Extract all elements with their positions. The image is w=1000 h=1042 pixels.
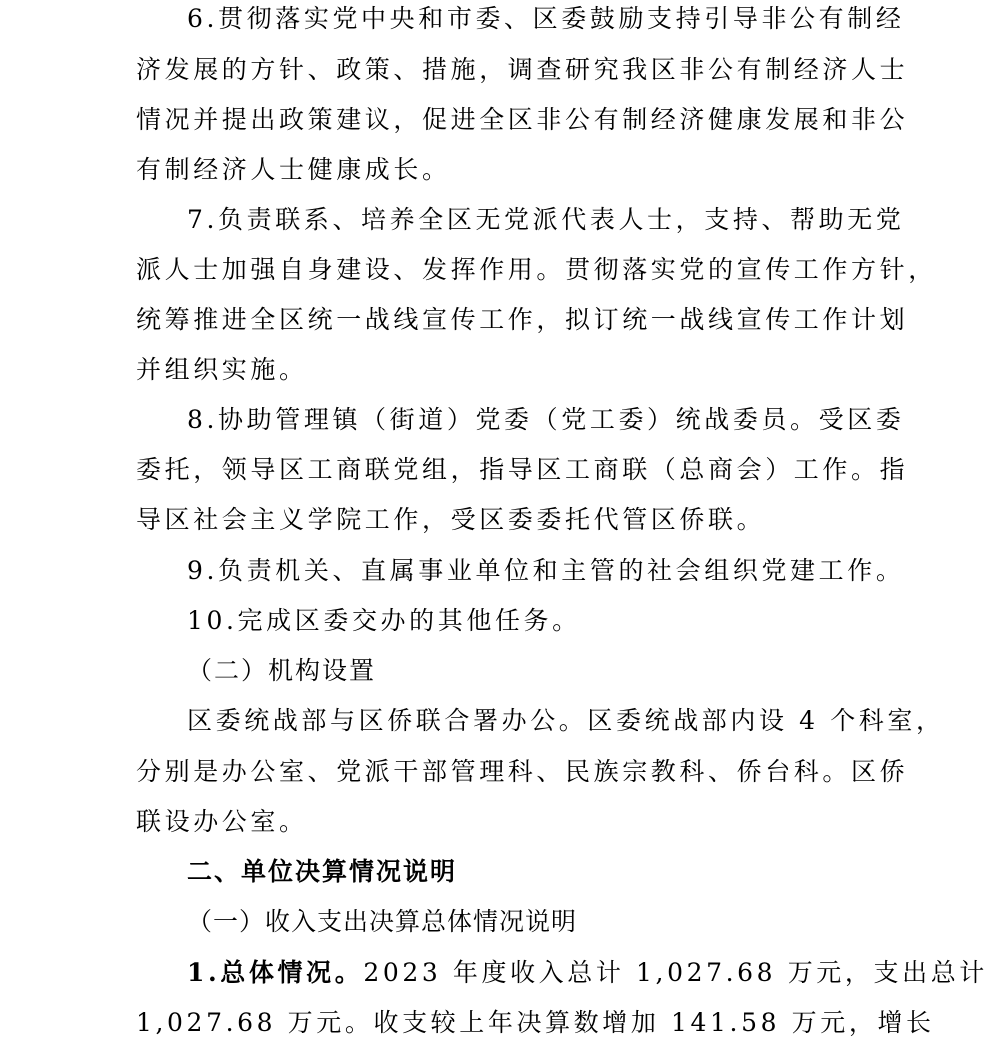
overall-line-1 — [187, 958, 988, 988]
org-section-heading: （二）机构设置 — [187, 656, 377, 685]
item-7-line-3: 统筹推进全区统一战线宣传工作，拟订统一战线宣传工作计划 — [136, 305, 909, 334]
item-6-line-4: 有制经济人士健康成长。 — [136, 155, 451, 184]
item-8-line-1: 8.协助管理镇（街道）党委（党工委）统战委员。受区委 — [187, 405, 905, 434]
org-line-1: 区委统战部与区侨联合署办公。区委统战部内设 4 个科室， — [187, 706, 945, 735]
item-9-line-1: 9.负责机关、直属事业单位和主管的社会组织党建工作。 — [187, 556, 905, 585]
org-line-2: 分别是办公室、党派干部管理科、民族宗教科、侨台科。区侨 — [136, 757, 909, 786]
section-2-sub-heading: （一）收入支出决算总体情况说明 — [187, 907, 578, 936]
item-7-line-1: 7.负责联系、培养全区无党派代表人士，支持、帮助无党 — [187, 205, 905, 234]
item-7-line-2: 派人士加强自身建设、发挥作用。贯彻落实党的宣传工作方针， — [136, 255, 937, 284]
item-8-line-2: 委托，领导区工商联党组，指导区工商联（总商会）工作。指 — [136, 455, 909, 484]
overall-bold-lead: 1.总体情况。 — [187, 958, 364, 987]
item-6-line-2: 济发展的方针、政策、措施，调查研究我区非公有制经济人士 — [136, 55, 909, 84]
section-2-heading: 二、单位决算情况说明 — [187, 857, 458, 886]
item-7-line-4: 并组织实施。 — [136, 355, 308, 384]
item-10-line-1: 10.完成区委交办的其他任务。 — [187, 606, 581, 635]
item-6-line-1: 6.贯彻落实党中央和市委、区委鼓励支持引导非公有制经 — [187, 4, 905, 33]
item-8-line-3: 导区社会主义学院工作，受区委委托代管区侨联。 — [136, 505, 766, 534]
org-line-3: 联设办公室。 — [136, 807, 308, 836]
overall-line-1-rest: 2023 年度收入总计 1,027.68 万元，支出总计 — [363, 958, 988, 987]
overall-line-2: 1,027.68 万元。收支较上年决算数增加 141.58 万元，增长 — [136, 1008, 935, 1037]
item-6-line-3: 情况并提出政策建议，促进全区非公有制经济健康发展和非公 — [136, 105, 909, 134]
